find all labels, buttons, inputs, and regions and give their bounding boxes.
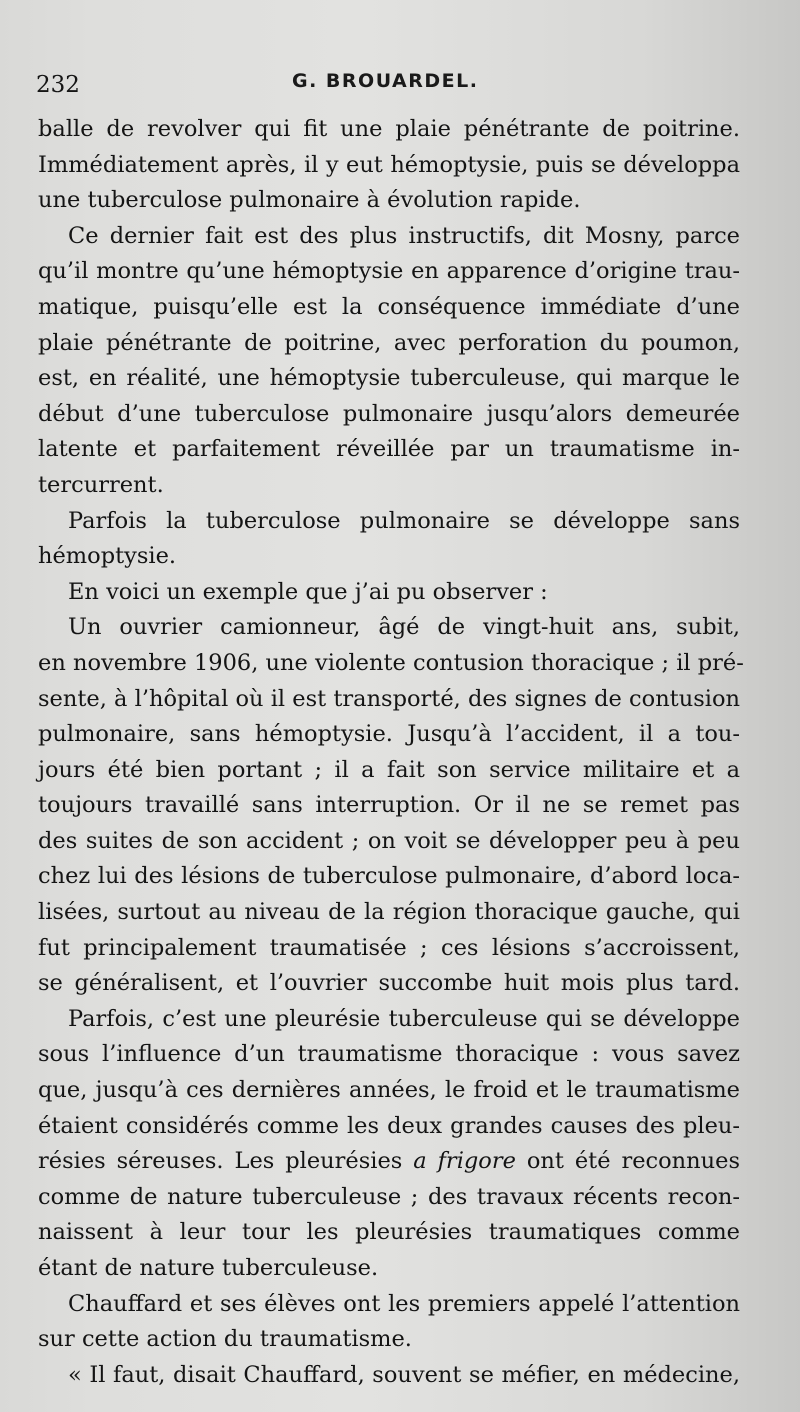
text-line: une tuberculose pulmonaire à évolution rapide. bbox=[38, 187, 581, 214]
text-line: en novembre 1906, une violente contusion thoracique ; il pré- bbox=[38, 649, 744, 676]
text-line: des suites de son accident ; on voit se développer peu à peu bbox=[38, 827, 740, 854]
text-line: Un ouvrier camionneur, âgé de vingt-huit ans, subit, bbox=[68, 614, 740, 641]
page-number: 232 bbox=[36, 72, 80, 98]
text-line: sous l’influence d’un traumatisme thoracique : vous savez bbox=[38, 1041, 740, 1068]
body-text bbox=[38, 112, 744, 1393]
text-line: fut principalement traumatisée ; ces lésions s’accroissent, bbox=[38, 934, 740, 961]
text-line: sente, à l’hôpital où il est transporté, des signes de contusion bbox=[38, 685, 740, 712]
text-line: Immédiatement après, il y eut hémoptysie, puis se développa bbox=[38, 151, 740, 178]
text-line: tercurrent. bbox=[38, 471, 164, 498]
page-header bbox=[36, 64, 736, 104]
text-line: pulmonaire, sans hémoptysie. Jusqu’à l’accident, il a tou- bbox=[38, 721, 740, 748]
text-line: qu’il montre qu’une hémoptysie en apparence d’origine trau- bbox=[38, 258, 740, 285]
text-line: se généralisent, et l’ouvrier succombe huit mois plus tard. bbox=[38, 970, 740, 997]
text-line: comme de nature tuberculeuse ; des travaux récents recon- bbox=[38, 1183, 740, 1210]
text-line: jours été bien portant ; il a fait son service militaire et a bbox=[38, 756, 740, 783]
italic-term: a frigore bbox=[413, 1148, 516, 1175]
text-line: est, en réalité, une hémoptysie tuberculeuse, qui marque le bbox=[38, 365, 740, 392]
text-line: matique, puisqu’elle est la conséquence immédiate d’une bbox=[38, 293, 740, 320]
text-line: étaient considérés comme les deux grandes causes des pleu- bbox=[38, 1112, 740, 1139]
text-line: lisées, surtout au niveau de la région thoracique gauche, qui bbox=[38, 899, 740, 926]
text-line: étant de nature tuberculeuse. bbox=[38, 1255, 379, 1281]
text-line: Parfois, c’est une pleurésie tuberculeuse qui se développe bbox=[68, 1005, 740, 1032]
text-line: balle de revolver qui fit une plaie pénétrante de poitrine. bbox=[38, 116, 740, 142]
text-line: En voici un exemple que j’ai pu observer : bbox=[68, 578, 548, 605]
text-line: que, jusqu’à ces dernières années, le froid et le traumatisme bbox=[38, 1077, 740, 1104]
text-line: naissent à leur tour les pleurésies traumatiques comme bbox=[38, 1219, 740, 1246]
text-line: hémoptysie. bbox=[38, 543, 177, 570]
text-line: Parfois la tuberculose pulmonaire se développe sans bbox=[68, 507, 740, 534]
text-line: toujours travaillé sans interruption. Or il ne se remet pas bbox=[38, 792, 740, 819]
text-line: Chauffard et ses élèves ont les premiers appelé l’attention bbox=[68, 1290, 740, 1317]
running-head: G. BROUARDEL. bbox=[292, 70, 479, 92]
text-line: chez lui des lésions de tuberculose pulmonaire, d’abord loca- bbox=[38, 863, 740, 890]
text-line: résies séreuses. Les pleurésies a frigore ont été reconnues bbox=[38, 1148, 741, 1175]
text-line: plaie pénétrante de poitrine, avec perforation du poumon, bbox=[38, 329, 740, 356]
text-line: latente et parfaitement réveillée par un traumatisme in- bbox=[38, 436, 740, 463]
text-line: début d’une tuberculose pulmonaire jusqu’alors demeurée bbox=[38, 400, 740, 427]
text-line: Ce dernier fait est des plus instructifs, dit Mosny, parce bbox=[68, 222, 740, 249]
text-line: « Il faut, disait Chauffard, souvent se méfier, en médecine, bbox=[68, 1361, 740, 1388]
text-line: sur cette action du traumatisme. bbox=[38, 1326, 412, 1353]
